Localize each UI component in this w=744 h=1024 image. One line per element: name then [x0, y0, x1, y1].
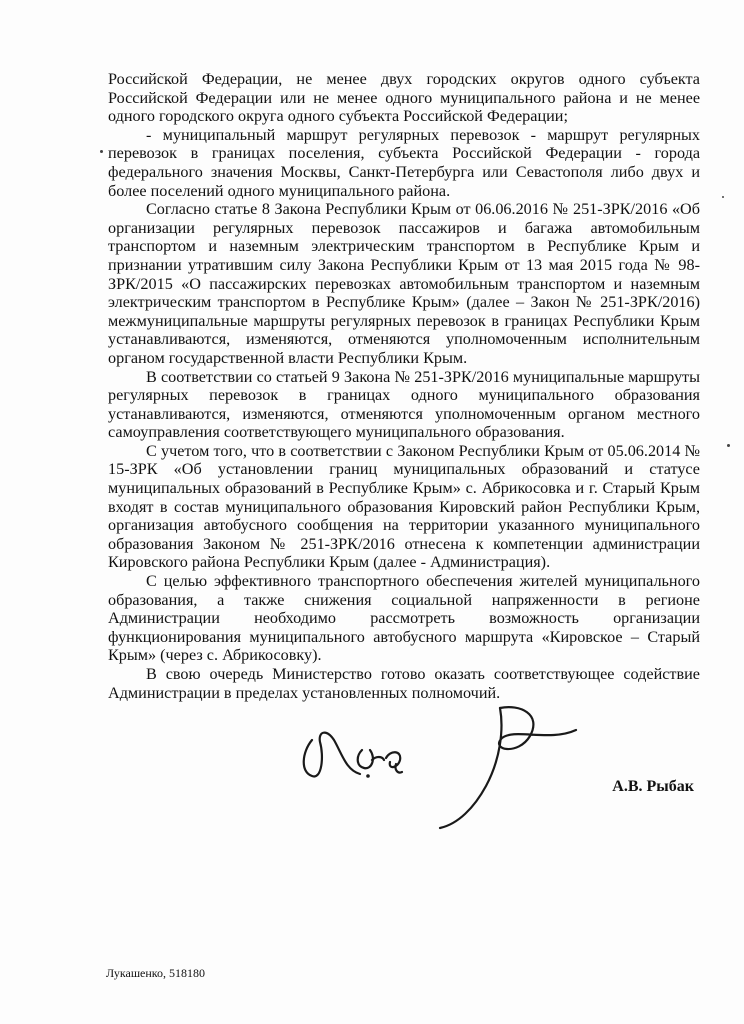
handwritten-signature	[290, 700, 590, 830]
paragraph-definition: - муниципальный маршрут регулярных перевозок - маршрут регулярных перевозок в границах поселения, субъекта Российской Федерации - города федерального значения Москвы, Санкт-Петербурга или Севастополя либо двух и более поселений одного муниципального района.	[108, 125, 700, 200]
signer-name: А.В. Рыбак	[612, 778, 694, 795]
paragraph-municipal-borders: С учетом того, что в соответствии с Законом Республики Крым от 05.06.2014 № 15-ЗРК «Об установлении границ муниципальных образований и статусе муниципальных образований в Республике Крым» с. Абрикосовка и г. Старый Крым входят в состав муниципального образования Кировский район Республики Крым, организация автобусного сообщения на территории указанного муниципального образования Законом № 251-ЗРК/2016 отнесена к компетенции администрации Кировского района Республики Крым (далее - Администрация).	[108, 441, 700, 572]
scan-speck	[727, 444, 730, 447]
paragraph-route-proposal: С целью эффективного транспортного обеспечения жителей муниципального образования, а также снижения социальной напряженности в регионе Администрации необходимо рассмотреть возможность организации функционирования муниципального автобусного маршрута «Кировское – Старый Крым» (через с. Абрикосовку).	[108, 572, 700, 665]
footer-executor: Лукашенко, 518180	[106, 966, 206, 980]
paragraph-article-8: Согласно статье 8 Закона Республики Крым от 06.06.2016 № 251-ЗРК/2016 «Об организации регулярных перевозок пассажиров и багажа автомобильным транспортом и наземным электрическим транспортом в Республике Крым и признании утратившим силу Закона Республики Крым от 13 мая 2015 года № 98-ЗРК/2015 «О пассажирских перевозках автомобильным транспортом и наземным электрическим транспортом в Республике Крым» (далее – Закон № 251-ЗРК/2016) межмуниципальные маршруты регулярных перевозок в границах Республики Крым устанавливаются, изменяются, отменяются уполномоченным исполнительным органом государственной власти Республики Крым.	[108, 200, 700, 367]
paragraph-ministry-support: В свою очередь Министерство готово оказать соответствующее содействие Администрации в пределах установленных полномочий.	[108, 665, 700, 702]
paragraph-article-9: В соответствии со статьей 9 Закона № 251-ЗРК/2016 муниципальные маршруты регулярных перевозок в границах одного муниципального образования устанавливаются, изменяются, отменяются уполномоченным органом местного самоуправления соответствующего муниципального образования.	[108, 367, 700, 442]
paragraph-continuation: Российской Федерации, не менее двух городских округов одного субъекта Российской Федерации или не менее одного муниципального района и не менее одного городского округа одного субъекта Российской Федерации;	[108, 70, 700, 126]
scan-speck	[722, 196, 724, 198]
letter-body	[108, 70, 700, 702]
scan-speck	[100, 150, 103, 153]
